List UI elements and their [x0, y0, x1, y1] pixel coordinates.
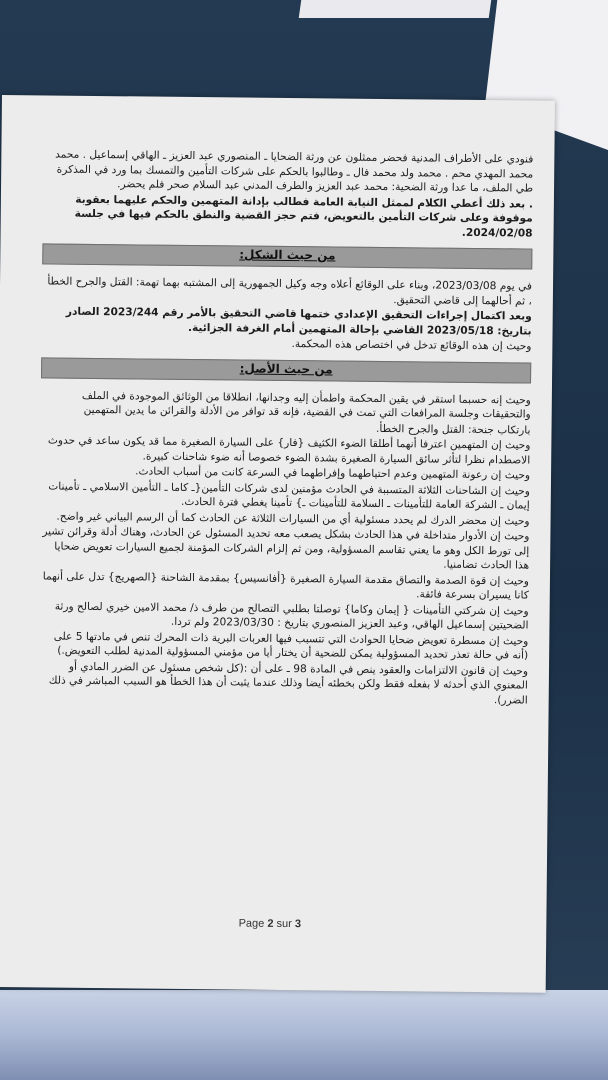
page-number-label: Page	[238, 917, 265, 930]
merits-paragraph-4: وحيث إن رعونة المتهمين وعدم احتياطهما وإفراطهما في السرعة كانت من أسباب الحادث.	[135, 465, 531, 482]
merits-paragraph-8: وحيث إن قوة الصدمة والتصاق مقدمة السيارة الصغيرة {أفانسيس} بمقدمة الشاحنة {الصهريج} تدل على أنهما كانا يسيران بسرعة فائقة.	[42, 569, 530, 602]
page-number-current: 2	[267, 917, 274, 930]
form-paragraph-2: وبعد اكتمال إجراءات التحقيق الإعدادي ختمها قاضي التحقيق بالأمر رقم 2023/244 الصادر بتاريخ: 2023/05/18 القاضي بإحالة المتهمين أمام الغرفة الجزائية.	[65, 305, 532, 338]
section-title-merits: من حيث الأصل:	[239, 361, 333, 376]
section-title-form: من حيث الشكل:	[239, 247, 336, 263]
form-paragraph-1: في يوم 2023/03/08، وبناء على الوقائع أعلاه وجه وكيل الجمهورية إلى المشتبه بهما تهمة: القتل والجرح الخطأ ، ثم أحالهما إلى قاضي التحقيق.	[47, 275, 533, 308]
merits-paragraph-7: وحيث إن الأدوار متداخلة في هذا الحادث بشكل يصعب معه تحديد المسئول عن الحادث، وهناك أدلة وقرائن تشير إلى تورط الكل وهو ما يعني تقاسم المسؤولية، ومن ثم إلزام الشركات المؤمنة لجميع السيارات تعويض ضحايا هذا الحادث تضامنيا.	[42, 525, 530, 572]
merits-paragraph-1: وحيث إنه حسبما استقر في يقين المحكمة واطمأن إليه وجدانها، انطلاقا من الوثائق الموجودة في الملف والتحقيقات وجلسة المرافعات التي تمت في القضية، فإنه قد توافر من الأدلة والقرائن ما يدين المتهمين	[81, 389, 531, 421]
document-page	[0, 95, 555, 993]
document-body	[38, 147, 534, 708]
merits-paragraph-10: وحيث إن مسطرة تعويض ضحايا الحوادث التي تتسبب فيها العربات البرية ذات المحرك تنص في مادتها 5 على (أنه في حالة تعذر تحديد المسؤولية يمكن للضحية أن يختار أيا من مؤمني المسؤولية المدنية لطلب التعويض.)	[53, 630, 529, 662]
background-cloth-bottom	[0, 990, 608, 1080]
page-number-total: 3	[294, 918, 302, 931]
background-paper-top	[299, 0, 492, 18]
section-header-merits	[41, 357, 531, 383]
merits-paragraph-9: وحيث إن شركتي التأمينات { إيمان وكاما} توصلتا بطلبي التصالح من طرف ذ/ محمد الامين خيري لصالح ورثة الضحيتين إسماعيل الهاقي، وعبد العزيز المنصوري بتاريخ : 2023/03/30 ولم تردا.	[54, 600, 529, 632]
merits-paragraph-11: وحيث إن قانون الالتزامات والعقود ينص في المادة 98 ـ على أن :(كل شخص مسئول عن الضرر المادي أو المعنوي الذي أحدثه لا بفعله فقط ولكن بخطئه أيضا وذلك عندما يثبت أن هذا الخطأ هو السبب المباشر في ذلك الضرر).	[48, 660, 529, 707]
section-header-form	[42, 243, 532, 269]
page-number-separator: sur	[276, 917, 292, 931]
intro-paragraph-1: فنودي على الأطراف المدنية فحضر ممثلون عن ورثة الضحايا ـ المنصوري عبد العزيز ـ الهاقي إسماعيل . محمد محمد المهدي محم . محمد ولد محمد فال ـ وطالبوا بالحكم على شركات التأمين والتمسك بما ورد في المذكرة طي الملف، ما عدا ورثة الضحية: محمد عبد العزيز والطرف المدني عبد السلام صحر فلم يحضر.	[55, 148, 534, 195]
merits-paragraph-5: وحيث إن الشاحنات الثلاثة المتسببة في الحادث مؤمنين لدى شركات التأمين{ـ كاما ـ التأمين الاسلامي ـ تأمينات إيمان ـ الشركة العامة للتأمينات ـ السلامة للتأمينات ـ} تأمينا يغطي فترة الحادث.	[48, 480, 530, 512]
merits-paragraph-3: وحيث إن المتهمين اعترفا أنهما أطلقا الضوء الكثيف {فار} على السيارة الصغيرة مما قد يكون ساعد في حدوث الاصطدام نظرا لتأثر سائق السيارة الصغيرة بشدة الضوء خصوصا أنه ضوء شاحنات كبيرة.	[47, 434, 531, 467]
merits-paragraph-6: وحيث إن محضر الدرك لم يحدد مسئولية أي من السيارات الثلاثة عن الحادث كما أن الرسم البياني غير واضح.	[56, 510, 530, 528]
form-paragraph-3: وحيث إن هذه الوقائع تدخل في اختصاص هذه المحكمة.	[291, 338, 532, 353]
page-number	[0, 915, 546, 933]
merits-paragraph-2: بارتكاب جنحة: القتل والجرح الخطأ.	[376, 422, 531, 437]
intro-paragraph-2: . بعد ذلك أعطي الكلام لممثل النيابة العامة فطالب بإدانة المتهمين والحكم عليهما بعقوبة موقوفة وعلى شركات التأمين بالتعويض، فتم حجز القضية والنطق بالحكم فيها في جلسة 2024/02/08.	[74, 193, 533, 240]
